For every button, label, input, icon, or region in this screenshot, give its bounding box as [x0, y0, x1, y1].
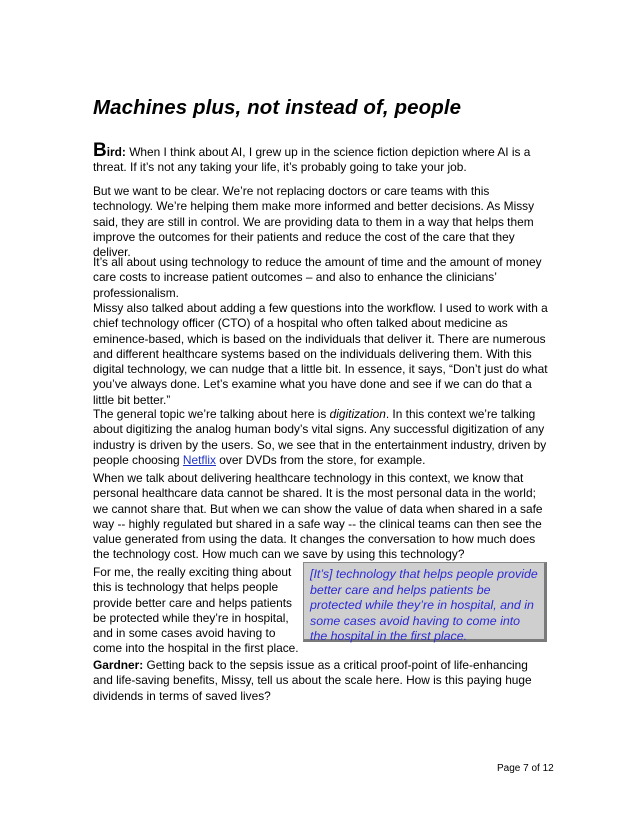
- pull-quote-box: [303, 562, 547, 642]
- paragraph-2: But we want to be clear. We’re not replacing doctors or care teams with this technology. We’re helping them make more informed and better decisions. As Missy said, they are still in control. We are providing data to them in a way that helps them improve the outcomes for their patients and reduce the cost of the care that they deliver.: [93, 184, 535, 260]
- section-heading: Machines plus, not instead of, people: [93, 96, 462, 119]
- paragraph-bird-intro: [93, 140, 548, 176]
- paragraph-text: over DVDs from the store, for example.: [215, 452, 426, 467]
- emphasis: digitization: [329, 407, 386, 421]
- paragraph-3: It’s all about using technology to reduce the amount of time and the amount of money care costs to increase patient outcomes – and also to enhance the clinicians’ professionalism.: [93, 255, 542, 300]
- netflix-link[interactable]: Netflix: [182, 452, 216, 467]
- paragraph-5: [93, 407, 548, 468]
- paragraph-text: The general topic we’re talking about here is: [93, 407, 330, 421]
- paragraph-7: For me, the really exciting thing about this is technology that helps people provide better care and helps patients be protected while they’re in hospital, and in some cases avoid having to come into the hospital in the first place.: [93, 565, 299, 656]
- paragraph-text: Missy also talked about adding a few questions into the workflow. I used to work with a chief technology officer (CTO) of a hospital who often talked about medicine as eminence-based, which is based on the individuals that deliver it. There are numerous and different healthcare systems based on the individuals delivering them. With this digital technology, we can nudge that a little bit. In essence, it says, “Don’t just do what you’ve always done. Let’s examine what you have done and see if we can do that a little bit better.”: [93, 301, 548, 407]
- pull-quote-text: [It’s] technology that helps people provide better care and helps patients be protected while they’re in hospital, and in some cases avoid having to come into the hospital in the first place.: [310, 567, 538, 644]
- paragraph-text: Getting back to the sepsis issue as a critical proof-point of life-enhancing and life-saving benefits, Missy, tell us about the scale here. How is this paying huge dividends in terms of saved lives?: [93, 658, 532, 703]
- speaker-label: ird:: [106, 145, 126, 159]
- page-number: Page 7 of 12: [497, 763, 554, 774]
- paragraph-gardner: [93, 658, 548, 704]
- paragraph-6: When we talk about delivering healthcare technology in this context, we know that personal healthcare data cannot be shared. It is the most personal data in the world; we cannot share that. But when we can show the value of data when shared in a safe way -- highly regulated but shared in a safe way -- the clinical teams can then see the value generated from using the data. It changes the conversation to how much does the technology cost. How much can we save by using this technology?: [93, 471, 543, 562]
- paragraph-4: [93, 301, 548, 408]
- speaker-label: Gardner:: [93, 658, 144, 672]
- drop-cap: B: [93, 140, 107, 161]
- paragraph-text: When I think about AI, I grew up in the science fiction depiction where AI is a threat. If it’s not any taking your life, it’s probably going to take your job.: [93, 145, 531, 175]
- paragraph-text: . In this context we’re talking about digitizing the analog human body’s vital signs. Any successful digitization of any industry is driven by the users. So, we see that in the entertainment industry, driven by people choosing: [93, 407, 547, 467]
